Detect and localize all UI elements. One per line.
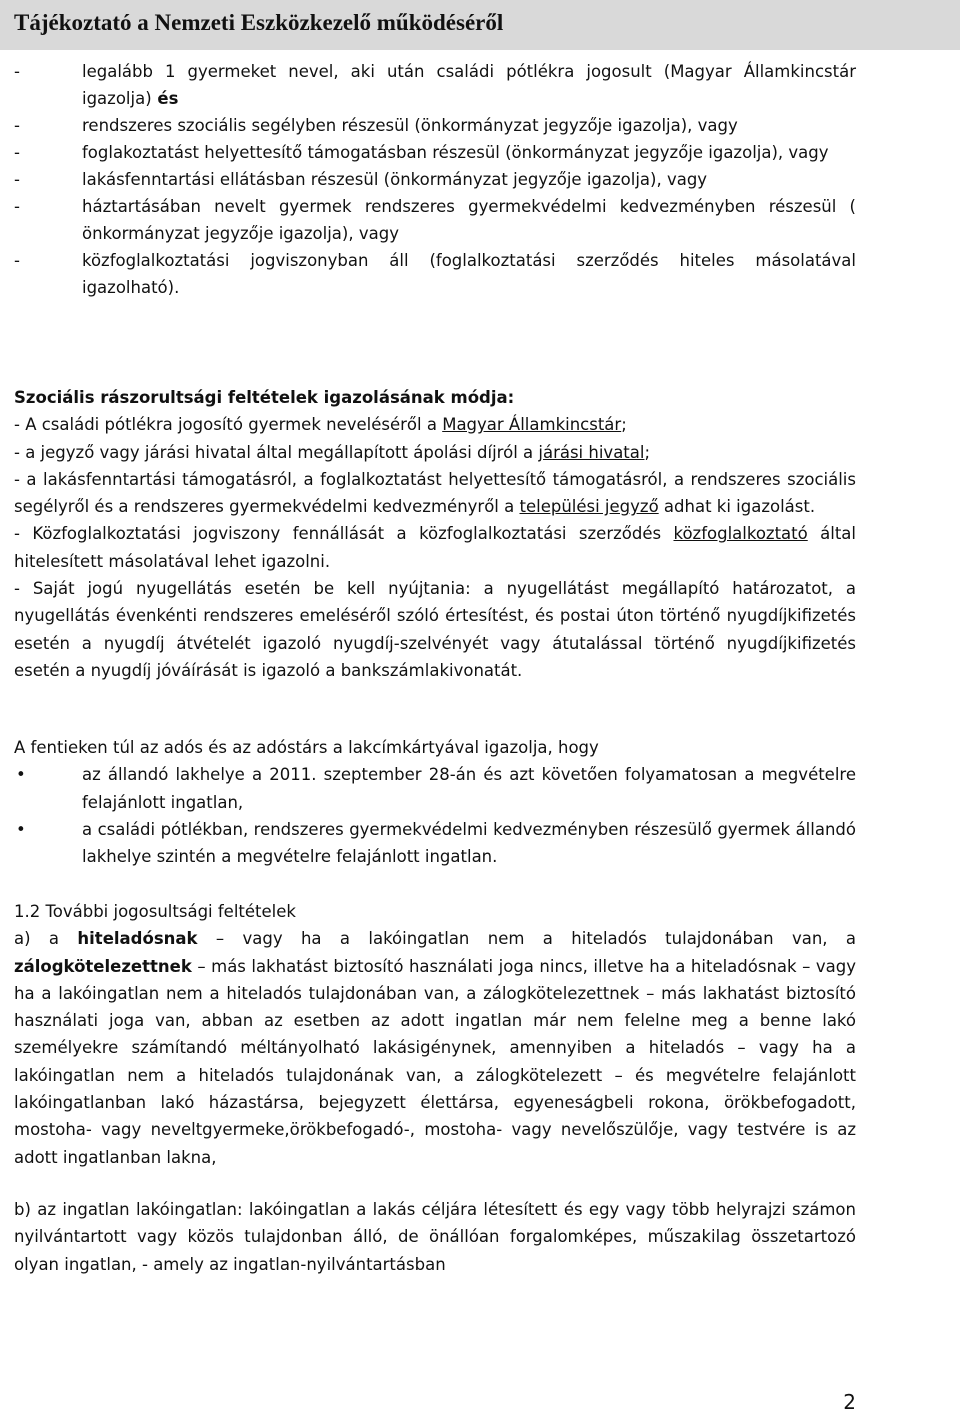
bullet-icon: • — [16, 765, 26, 785]
section-heading: 1.2 További jogosultsági feltételek — [14, 902, 296, 921]
list-item: - lakásfenntartási ellátásban részesül (önkormányzat jegyzője igazolja), vagy — [14, 170, 708, 189]
link-jarasi-hivatal[interactable]: járási hivatal — [538, 442, 645, 462]
page-number: 2 — [843, 1390, 856, 1414]
page-title: Tájékoztató a Nemzeti Eszközkezelő működéséről — [14, 10, 504, 35]
list-item: • a családi pótlékban, rendszeres gyermekvédelmi kedvezményben részesülő gyermek állandó lakhelye szintén a megvételre felajánlott ingatlan. — [14, 816, 856, 871]
list-item: - közfoglalkoztatási jogviszonyban áll (foglalkoztatási szerződés hiteles másolatával igazolható). — [14, 251, 856, 297]
list-item: - legalább 1 gyermeket nevel, aki után családi pótlékra jogosult (Magyar Államkincstár igazolja) és — [14, 62, 856, 108]
link-kozfoglalkoztato[interactable]: közfoglalkoztató — [673, 524, 808, 544]
further-conditions-section — [14, 898, 856, 1171]
address-section — [14, 734, 856, 870]
list-item: • az állandó lakhelye a 2011. szeptember 28-án és azt követően folyamatosan a megvételre felajánlott ingatlan, — [14, 761, 856, 816]
paragraph: A fentieken túl az adós és az adóstárs a lakcímkártyával igazolja, hogy — [14, 738, 599, 757]
list-item: - rendszeres szociális segélyben részesül (önkormányzat jegyzője igazolja), vagy — [14, 116, 738, 135]
paragraph: - a lakásfenntartási támogatásról, a foglalkoztatást helyettesítő támogatásról, a rendszeres szociális segélyről és a rendszeres gyermekvédelmi kedvezményről a települési jegyző adhat ki igazolást. — [14, 469, 856, 517]
verification-section — [14, 384, 856, 684]
section-heading: Szociális rászorultsági feltételek igazolásának módja: — [14, 388, 515, 407]
paragraph: - Saját jogú nyugellátás esetén be kell nyújtania: a nyugellátást megállapító határozatot, a nyugellátás évenkénti rendszeres emeléséről szóló értesítést, és postai úton történő nyugdíjkifizetés esetén a nyugdíj átvételét igazoló nyugdíj-szelvényét vagy átutalással történő nyugdíjkifizetés esetén a nyugdíj jóváírását is igazoló a bankszámlakivonatát. — [14, 579, 856, 680]
paragraph: - Közfoglalkoztatási jogviszony fennállását a közfoglalkoztatási szerződés közfoglalkoztató által hitelesített másolatával lehet igazolni. — [14, 524, 856, 571]
paragraph: - A családi pótlékra jogosító gyermek neveléséről a Magyar Államkincstár; — [14, 415, 627, 435]
link-telepulesi-jegyzo[interactable]: települési jegyző — [519, 497, 659, 517]
header-band — [0, 0, 960, 50]
list-item: - foglakoztatást helyettesítő támogatásban részesül (önkormányzat jegyzője igazolja), vagy — [14, 143, 829, 162]
link-magyar-allamkincstar[interactable]: Magyar Államkincstár — [442, 415, 622, 435]
bullet-icon: • — [16, 819, 26, 839]
paragraph: - a jegyző vagy járási hivatal által megállapított ápolási díjról a járási hivatal; — [14, 442, 651, 462]
property-definition — [14, 1196, 856, 1278]
eligibility-list — [14, 58, 856, 301]
list-item: - háztartásában nevelt gyermek rendszeres gyermekvédelmi kedvezményben részesül ( önkormányzat jegyzője igazolja), vagy — [14, 197, 856, 243]
paragraph: b) az ingatlan lakóingatlan: lakóingatlan a lakás céljára létesített és egy vagy több helyrajzi számon nyilvántartott vagy közös tulajdonban álló, de önállóan forgalomképes, műszakilag összetartozó olyan ingatlan, - amely az ingatlan-nyilvántartásban — [14, 1200, 856, 1274]
paragraph: a) a hiteladósnak – vagy ha a lakóingatlan nem a hiteladós tulajdonában van, a zálogkötelezettnek – más lakhatást biztosító használati joga nincs, illetve ha a hiteladósnak – vagy ha a lakóingatlan nem a hiteladós tulajdonában van, a zálogkötelezettnek – más lakhatást biztosító használati joga van, abban az esetben az adott ingatlan már nem felelne meg a benne lakó személyekre számítandó méltányolható lakásigénynek, amennyiben a hiteladós – vagy ha a lakóingatlan nem a hiteladós tulajdonának van, a zálogkötelezett – és megvételre felajánlott lakóingatlanban lakó házastársa, bejegyzett élettársa, egyeneságbeli rokona, örökbefogadott, mostoha- vagy neveltgyermeke,örökbefogadó-, mostoha- vagy nevelőszülője, vagy testvére is az adott ingatlanban lakna, — [14, 929, 856, 1167]
